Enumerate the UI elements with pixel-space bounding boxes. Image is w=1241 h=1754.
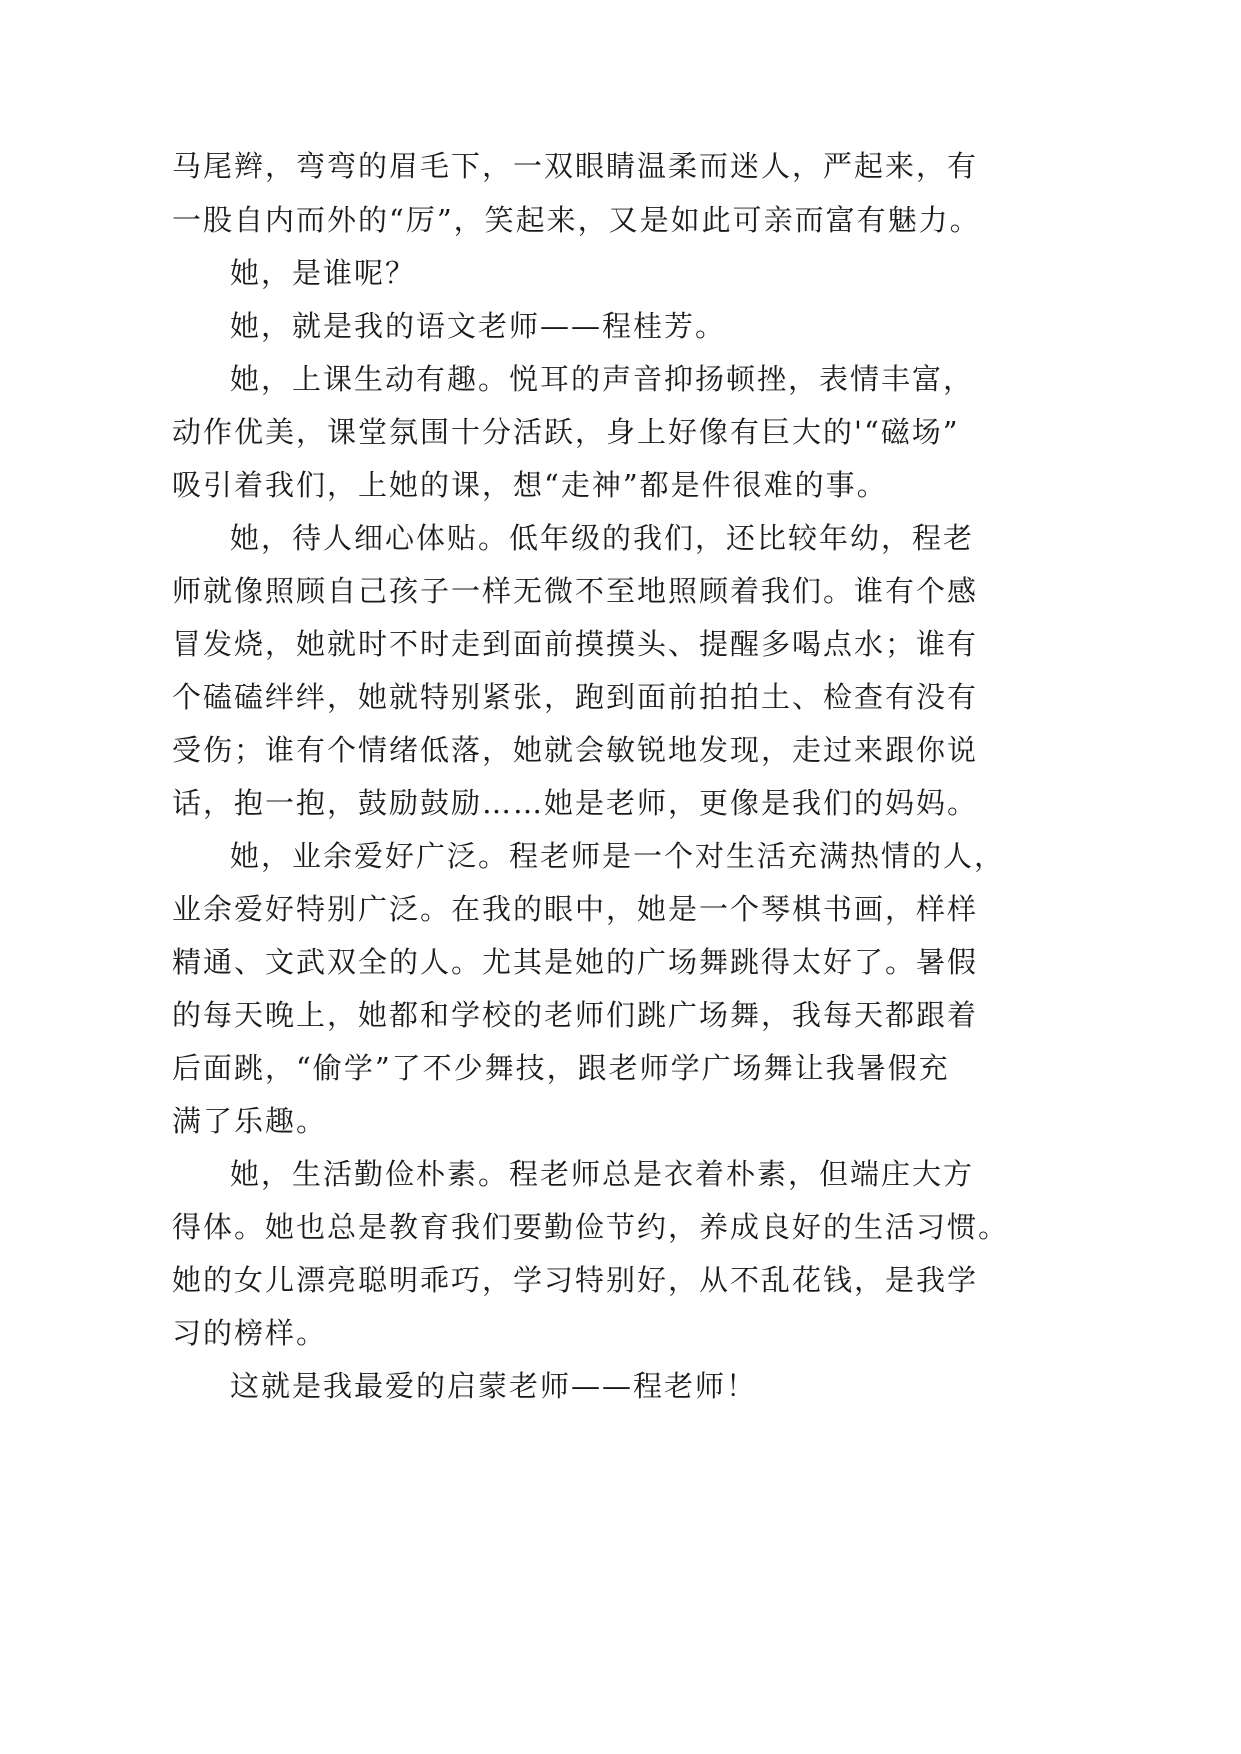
text-line: 一股自内而外的“厉”，笑起来，又是如此可亲而富有魅力。	[172, 203, 981, 237]
text-line: 她，是谁呢？	[230, 256, 417, 290]
text-line: 得体。她也总是教育我们要勤俭节约，养成良好的生活习惯。	[172, 1210, 1010, 1244]
text-line: 她，待人细心体贴。低年级的我们，还比较年幼，程老	[230, 521, 975, 555]
text-line: 话，抱一抱，鼓励鼓励……她是老师，更像是我们的妈妈。	[172, 786, 979, 820]
text-line: 师就像照顾自己孩子一样无微不至地照顾着我们。谁有个感	[172, 574, 979, 608]
text-line: 她，生活勤俭朴素。程老师总是衣着朴素，但端庄大方	[230, 1157, 975, 1191]
text-line: 满了乐趣。	[172, 1104, 328, 1138]
text-line: 这就是我最爱的启蒙老师——程老师！	[230, 1369, 758, 1403]
text-line: 她的女儿漂亮聪明乖巧，学习特别好，从不乱花钱，是我学	[172, 1263, 979, 1297]
text-line: 她，上课生动有趣。悦耳的声音抑扬顿挫，表情丰富，	[230, 362, 975, 396]
text-line: 的每天晚上，她都和学校的老师们跳广场舞，我每天都跟着	[172, 998, 979, 1032]
text-line: 马尾辫，弯弯的眉毛下，一双眼睛温柔而迷人，严起来，有	[172, 149, 979, 183]
text-line: 后面跳，“偷学”了不少舞技，跟老师学广场舞让我暑假充	[172, 1051, 950, 1085]
text-line: 习的榜样。	[172, 1316, 328, 1350]
text-line: 精通、文武双全的人。尤其是她的广场舞跳得太好了。暑假	[172, 945, 979, 979]
text-line: 个磕磕绊绊，她就特别紧张，跑到面前拍拍土、检查有没有	[172, 680, 979, 714]
text-line: 冒发烧，她就时不时走到面前摸摸头、提醒多喝点水；谁有	[172, 627, 979, 661]
text-line: 吸引着我们，上她的课，想“走神”都是件很难的事。	[172, 468, 888, 502]
text-line: 动作优美，课堂氛围十分活跃，身上好像有巨大的'“磁场”	[172, 415, 960, 449]
text-line: 她，业余爱好广泛。程老师是一个对生活充满热情的人，	[230, 839, 1006, 873]
text-line: 她，就是我的语文老师——程桂芳。	[230, 309, 727, 343]
text-line: 受伤；谁有个情绪低落，她就会敏锐地发现，走过来跟你说	[172, 733, 979, 767]
text-line: 业余爱好特别广泛。在我的眼中，她是一个琴棋书画，样样	[172, 892, 979, 926]
